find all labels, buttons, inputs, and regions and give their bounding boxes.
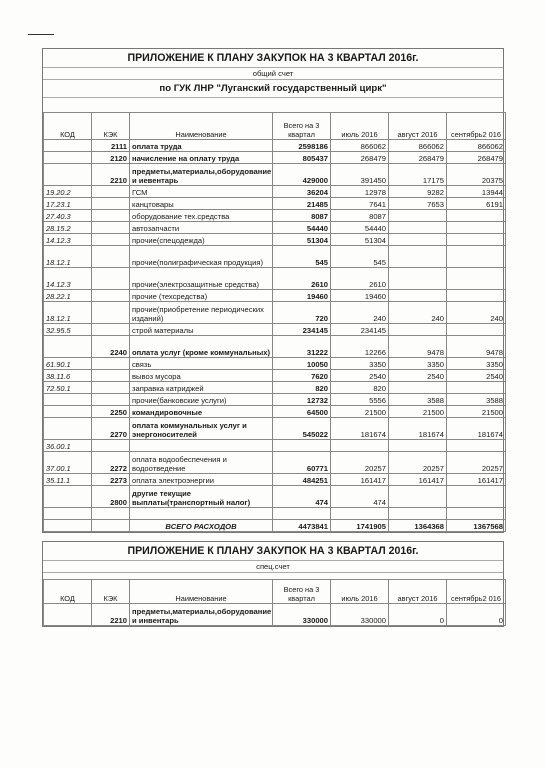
doc-title: ПРИЛОЖЕНИЕ К ПЛАНУ ЗАКУПОК НА 3 КВАРТАЛ 2016г. xyxy=(127,52,419,64)
cell-total: 31222 xyxy=(273,336,331,358)
cell-code: 36.00.1 xyxy=(44,440,92,452)
header-september-2: сентябрь2 016 xyxy=(447,580,506,604)
cell-september: 1367568 xyxy=(447,520,506,532)
cell-kek xyxy=(92,290,130,302)
cell-name xyxy=(130,440,273,452)
table-row xyxy=(44,140,506,152)
table-row xyxy=(44,290,506,302)
cell-code: 37.00.1 xyxy=(44,452,92,474)
cell-kek xyxy=(92,302,130,324)
cell-kek xyxy=(92,394,130,406)
cell-kek xyxy=(92,358,130,370)
cell-total: 545 xyxy=(273,246,331,268)
cell-total: 19460 xyxy=(273,290,331,302)
cell-september: 3350 xyxy=(447,358,506,370)
cell-total: 10050 xyxy=(273,358,331,370)
cell-august xyxy=(389,324,447,336)
cell-kek xyxy=(92,324,130,336)
sheet-special xyxy=(42,541,504,627)
cell-september xyxy=(447,268,506,290)
cell-name: автозапчасти xyxy=(130,222,273,234)
cell-july: 12266 xyxy=(331,336,389,358)
spacer-row xyxy=(43,97,503,112)
cell-kek xyxy=(92,210,130,222)
table-body-2 xyxy=(44,604,506,626)
cell-july xyxy=(331,508,389,520)
cell-total: 54440 xyxy=(273,222,331,234)
cell-july: 12978 xyxy=(331,186,389,198)
cell-kek xyxy=(92,370,130,382)
cell-total: 234145 xyxy=(273,324,331,336)
cell-total: 2610 xyxy=(273,268,331,290)
table-row xyxy=(44,324,506,336)
cell-code xyxy=(44,508,92,520)
cell-name: оплата водообеспечения и водоотведение xyxy=(130,452,273,474)
cell-name: начисление на оплату труда xyxy=(130,152,273,164)
header-july-2: июль 2016 xyxy=(331,580,389,604)
cell-code: 72.50.1 xyxy=(44,382,92,394)
cell-september: 21500 xyxy=(447,406,506,418)
cell-july: 19460 xyxy=(331,290,389,302)
table-row xyxy=(44,508,506,520)
cell-september xyxy=(447,508,506,520)
cell-september: 0 xyxy=(447,604,506,626)
cell-kek xyxy=(92,186,130,198)
cell-july: 474 xyxy=(331,486,389,508)
cell-code: 17.23.1 xyxy=(44,198,92,210)
cell-august xyxy=(389,210,447,222)
document-page xyxy=(42,48,504,627)
cell-code: 27.40.3 xyxy=(44,210,92,222)
doc-title-2: ПРИЛОЖЕНИЕ К ПЛАНУ ЗАКУПОК НА 3 КВАРТАЛ 2016г. xyxy=(127,545,419,557)
cell-august: 181674 xyxy=(389,418,447,440)
header-july: июль 2016 xyxy=(331,113,389,140)
cell-name: прочие(полиграфическая продукция) xyxy=(130,246,273,268)
cell-kek xyxy=(92,520,130,532)
cell-kek: 2250 xyxy=(92,406,130,418)
cell-name: другие текущие выплаты(транспортный налог) xyxy=(130,486,273,508)
cell-name: командировочные xyxy=(130,406,273,418)
table-header-row xyxy=(44,113,506,140)
cell-july: 820 xyxy=(331,382,389,394)
cell-kek xyxy=(92,198,130,210)
cell-total: 12732 xyxy=(273,394,331,406)
cell-august xyxy=(389,508,447,520)
cell-kek: 2240 xyxy=(92,336,130,358)
cell-name: оплата труда xyxy=(130,140,273,152)
cell-july: 240 xyxy=(331,302,389,324)
table-row xyxy=(44,246,506,268)
header-total: Всего на 3 квартал xyxy=(273,113,331,140)
cell-july: 54440 xyxy=(331,222,389,234)
table-row xyxy=(44,186,506,198)
cell-name: строй материалы xyxy=(130,324,273,336)
cell-name: прочие(спецодежда) xyxy=(130,234,273,246)
cell-total: 8087 xyxy=(273,210,331,222)
cell-september: 268479 xyxy=(447,152,506,164)
total-row xyxy=(44,520,506,532)
cell-total: 51304 xyxy=(273,234,331,246)
cell-august: 161417 xyxy=(389,474,447,486)
table-row xyxy=(44,604,506,626)
cell-total: 60771 xyxy=(273,452,331,474)
cell-name xyxy=(130,508,273,520)
cell-total: 330000 xyxy=(273,604,331,626)
cell-september: 240 xyxy=(447,302,506,324)
cell-september: 181674 xyxy=(447,418,506,440)
cell-july: 391450 xyxy=(331,164,389,186)
table-row xyxy=(44,418,506,440)
table-row xyxy=(44,210,506,222)
cell-september xyxy=(447,324,506,336)
cell-code: 19.20.2 xyxy=(44,186,92,198)
table-row xyxy=(44,152,506,164)
header-code: КОД xyxy=(44,113,92,140)
cell-code xyxy=(44,520,92,532)
cell-name: ГСМ xyxy=(130,186,273,198)
cell-july: 268479 xyxy=(331,152,389,164)
header-name-2: Наименование xyxy=(130,580,273,604)
cell-august: 3588 xyxy=(389,394,447,406)
cell-total: 4473841 xyxy=(273,520,331,532)
cell-total: 805437 xyxy=(273,152,331,164)
doc-subtitle: общий счет xyxy=(43,67,503,79)
cell-september xyxy=(447,440,506,452)
cell-july: 181674 xyxy=(331,418,389,440)
cell-total: 7620 xyxy=(273,370,331,382)
cell-july: 1741905 xyxy=(331,520,389,532)
cell-name: прочие(банковские услуги) xyxy=(130,394,273,406)
cell-code xyxy=(44,152,92,164)
cell-kek xyxy=(92,268,130,290)
cell-code: 35.11.1 xyxy=(44,474,92,486)
cell-name: канцтовары xyxy=(130,198,273,210)
cell-total: 21485 xyxy=(273,198,331,210)
sheet-general xyxy=(42,48,504,533)
spacer-row-2 xyxy=(43,572,503,579)
table-row xyxy=(44,440,506,452)
cell-august: 9478 xyxy=(389,336,447,358)
table-row xyxy=(44,370,506,382)
cell-kek: 2120 xyxy=(92,152,130,164)
cell-code xyxy=(44,486,92,508)
table-row xyxy=(44,474,506,486)
cell-july: 3350 xyxy=(331,358,389,370)
cell-september: 3588 xyxy=(447,394,506,406)
cell-total: 720 xyxy=(273,302,331,324)
cell-september: 20257 xyxy=(447,452,506,474)
cell-september xyxy=(447,382,506,394)
table-row xyxy=(44,452,506,474)
cell-august: 17175 xyxy=(389,164,447,186)
table-row xyxy=(44,336,506,358)
cell-code xyxy=(44,418,92,440)
table-row xyxy=(44,406,506,418)
cell-july: 330000 xyxy=(331,604,389,626)
cell-name: вывоз мусора xyxy=(130,370,273,382)
header-code-2: КОД xyxy=(44,580,92,604)
cell-august: 268479 xyxy=(389,152,447,164)
cell-august xyxy=(389,246,447,268)
table-row xyxy=(44,382,506,394)
cell-name: предметы,материалы,оборудование и иевентарь xyxy=(130,164,273,186)
cell-kek: 2800 xyxy=(92,486,130,508)
cell-name: прочие(приобретение периодических изданий) xyxy=(130,302,273,324)
cell-kek: 2111 xyxy=(92,140,130,152)
cell-name: оплата электроэнергии xyxy=(130,474,273,486)
cell-august: 2540 xyxy=(389,370,447,382)
cell-total: 64500 xyxy=(273,406,331,418)
table-row xyxy=(44,394,506,406)
cell-september: 9478 xyxy=(447,336,506,358)
cell-september xyxy=(447,290,506,302)
organization-name: по ГУК ЛНР "Луганский государственный цирк" xyxy=(43,79,503,97)
cell-september: 866062 xyxy=(447,140,506,152)
cell-code xyxy=(44,140,92,152)
cell-name: оборудование тех.средства xyxy=(130,210,273,222)
cell-name: ВСЕГО РАСХОДОВ xyxy=(130,520,273,532)
cell-august: 7653 xyxy=(389,198,447,210)
header-august-2: август 2016 xyxy=(389,580,447,604)
cell-august: 20257 xyxy=(389,452,447,474)
cell-total: 484251 xyxy=(273,474,331,486)
cell-july: 234145 xyxy=(331,324,389,336)
header-kek-2: КЭК xyxy=(92,580,130,604)
table-body xyxy=(44,140,506,532)
cell-name: оплата коммунальных услуг и энергоносителей xyxy=(130,418,273,440)
cell-august xyxy=(389,268,447,290)
cell-july: 21500 xyxy=(331,406,389,418)
cell-september xyxy=(447,234,506,246)
cell-kek: 2210 xyxy=(92,604,130,626)
table-row xyxy=(44,222,506,234)
cell-july: 2610 xyxy=(331,268,389,290)
cell-august: 866062 xyxy=(389,140,447,152)
cell-july: 8087 xyxy=(331,210,389,222)
table-header-row-2 xyxy=(44,580,506,604)
cell-august xyxy=(389,234,447,246)
cell-august: 0 xyxy=(389,604,447,626)
cell-kek xyxy=(92,440,130,452)
cell-kek xyxy=(92,246,130,268)
cell-august: 9282 xyxy=(389,186,447,198)
cell-september xyxy=(447,246,506,268)
cell-kek xyxy=(92,234,130,246)
cell-total: 2598186 xyxy=(273,140,331,152)
cell-name: предметы,материалы,оборудование и инвентарь xyxy=(130,604,273,626)
cell-september: 161417 xyxy=(447,474,506,486)
cell-code xyxy=(44,394,92,406)
cell-kek: 2273 xyxy=(92,474,130,486)
cell-code xyxy=(44,336,92,358)
table-row xyxy=(44,164,506,186)
cell-august xyxy=(389,382,447,394)
cell-july: 161417 xyxy=(331,474,389,486)
cell-august xyxy=(389,290,447,302)
cell-code xyxy=(44,406,92,418)
table-row xyxy=(44,234,506,246)
cell-name: оплата услуг (кроме коммунальных) xyxy=(130,336,273,358)
cell-september xyxy=(447,222,506,234)
cell-code: 14.12.3 xyxy=(44,268,92,290)
cell-kek xyxy=(92,508,130,520)
cell-code: 28.15.2 xyxy=(44,222,92,234)
table-row xyxy=(44,302,506,324)
table-row xyxy=(44,358,506,370)
header-total-2: Всего на 3 квартал xyxy=(273,580,331,604)
cell-name: прочие(электрозащитные средства) xyxy=(130,268,273,290)
doc-subtitle-2: спец.счет xyxy=(43,560,503,572)
cell-code: 18.12.1 xyxy=(44,302,92,324)
cell-total: 545022 xyxy=(273,418,331,440)
header-september: сентябрь2 016 xyxy=(447,113,506,140)
cell-total xyxy=(273,508,331,520)
cell-july: 5556 xyxy=(331,394,389,406)
purchase-plan-table xyxy=(43,112,506,532)
cell-code: 28.22.1 xyxy=(44,290,92,302)
cell-kek: 2270 xyxy=(92,418,130,440)
cell-total xyxy=(273,440,331,452)
cell-july: 866062 xyxy=(331,140,389,152)
cell-name: связь xyxy=(130,358,273,370)
cell-code: 14.12.3 xyxy=(44,234,92,246)
cell-total: 36204 xyxy=(273,186,331,198)
cell-august xyxy=(389,440,447,452)
cell-total: 429000 xyxy=(273,164,331,186)
cell-september: 20375 xyxy=(447,164,506,186)
cell-august: 1364368 xyxy=(389,520,447,532)
cell-kek: 2272 xyxy=(92,452,130,474)
cell-code: 38.11.6 xyxy=(44,370,92,382)
cell-kek xyxy=(92,382,130,394)
cell-code: 61.90.1 xyxy=(44,358,92,370)
cell-name: прочие (техсредства) xyxy=(130,290,273,302)
cell-name: заправка катриджей xyxy=(130,382,273,394)
table-row xyxy=(44,268,506,290)
cell-september: 2540 xyxy=(447,370,506,382)
cell-kek xyxy=(92,222,130,234)
cell-august xyxy=(389,486,447,508)
cell-september xyxy=(447,210,506,222)
cell-september: 13944 xyxy=(447,186,506,198)
cell-august xyxy=(389,222,447,234)
cell-september: 6191 xyxy=(447,198,506,210)
header-august: август 2016 xyxy=(389,113,447,140)
cell-total: 474 xyxy=(273,486,331,508)
header-name: Наименование xyxy=(130,113,273,140)
cell-july: 51304 xyxy=(331,234,389,246)
cell-july: 7641 xyxy=(331,198,389,210)
cell-july xyxy=(331,440,389,452)
margin-mark xyxy=(28,34,54,35)
cell-total: 820 xyxy=(273,382,331,394)
cell-code xyxy=(44,604,92,626)
table-row xyxy=(44,198,506,210)
purchase-plan-table-2 xyxy=(43,579,506,626)
cell-august: 3350 xyxy=(389,358,447,370)
cell-kek: 2210 xyxy=(92,164,130,186)
cell-code: 32.95.5 xyxy=(44,324,92,336)
cell-july: 545 xyxy=(331,246,389,268)
cell-september xyxy=(447,486,506,508)
cell-code xyxy=(44,164,92,186)
cell-august: 240 xyxy=(389,302,447,324)
cell-july: 2540 xyxy=(331,370,389,382)
cell-code: 18.12.1 xyxy=(44,246,92,268)
cell-july: 20257 xyxy=(331,452,389,474)
header-kek: КЭК xyxy=(92,113,130,140)
table-row xyxy=(44,486,506,508)
cell-august: 21500 xyxy=(389,406,447,418)
